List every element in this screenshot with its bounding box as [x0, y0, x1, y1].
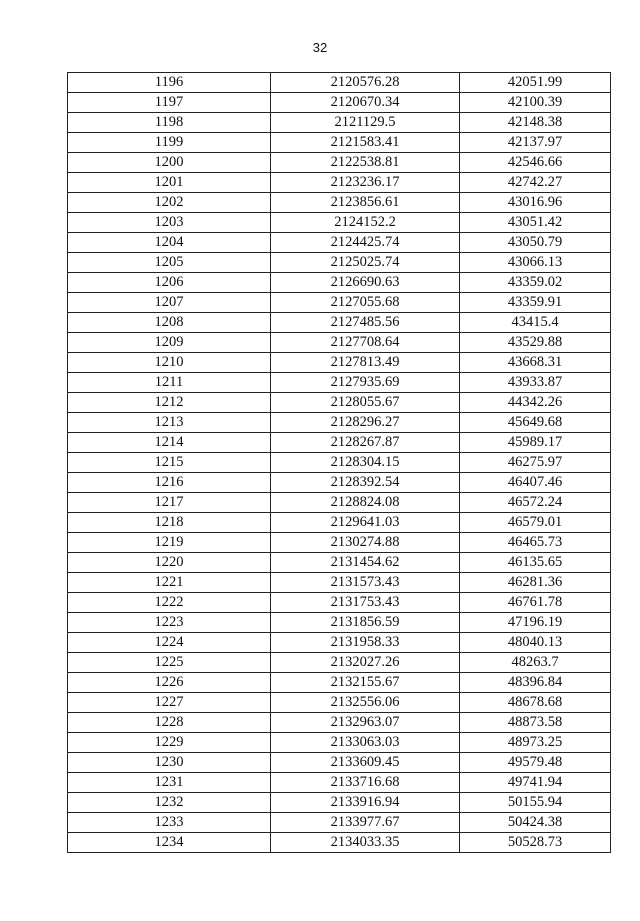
table-row: [68, 333, 611, 353]
y-coordinate-cell: 45989.17: [460, 433, 611, 453]
y-coordinate-cell: 42100.39: [460, 93, 611, 113]
table-row: [68, 313, 611, 333]
point-number-cell: 1216: [68, 473, 271, 493]
y-coordinate-cell: 46761.78: [460, 593, 611, 613]
table-row: [68, 193, 611, 213]
table-row: [68, 213, 611, 233]
x-coordinate-cell: 2122538.81: [271, 153, 460, 173]
table-row: [68, 613, 611, 633]
y-coordinate-cell: 48973.25: [460, 733, 611, 753]
x-coordinate-cell: 2127813.49: [271, 353, 460, 373]
point-number-cell: 1197: [68, 93, 271, 113]
table-row: [68, 453, 611, 473]
table-row: [68, 273, 611, 293]
x-coordinate-cell: 2133063.03: [271, 733, 460, 753]
y-coordinate-cell: 46465.73: [460, 533, 611, 553]
point-number-cell: 1196: [68, 73, 271, 93]
x-coordinate-cell: 2134033.35: [271, 833, 460, 853]
x-coordinate-cell: 2124152.2: [271, 213, 460, 233]
x-coordinate-cell: 2131454.62: [271, 553, 460, 573]
point-number-cell: 1208: [68, 313, 271, 333]
x-coordinate-cell: 2128824.08: [271, 493, 460, 513]
table-row: [68, 73, 611, 93]
y-coordinate-cell: 49579.48: [460, 753, 611, 773]
x-coordinate-cell: 2128392.54: [271, 473, 460, 493]
table-row: [68, 833, 611, 853]
table-row: [68, 93, 611, 113]
y-coordinate-cell: 48396.84: [460, 673, 611, 693]
table-row: [68, 173, 611, 193]
table-row: [68, 813, 611, 833]
y-coordinate-cell: 46275.97: [460, 453, 611, 473]
table-row: [68, 113, 611, 133]
y-coordinate-cell: 48873.58: [460, 713, 611, 733]
y-coordinate-cell: 43668.31: [460, 353, 611, 373]
table-row: [68, 733, 611, 753]
table-row: [68, 693, 611, 713]
table-row: [68, 753, 611, 773]
x-coordinate-cell: 2123236.17: [271, 173, 460, 193]
y-coordinate-cell: 48263.7: [460, 653, 611, 673]
x-coordinate-cell: 2127485.56: [271, 313, 460, 333]
table-row: [68, 633, 611, 653]
table-row: [68, 353, 611, 373]
x-coordinate-cell: 2127935.69: [271, 373, 460, 393]
table-row: [68, 593, 611, 613]
point-number-cell: 1234: [68, 833, 271, 853]
table-row: [68, 793, 611, 813]
table-row: [68, 153, 611, 173]
x-coordinate-cell: 2131573.43: [271, 573, 460, 593]
y-coordinate-cell: 43051.42: [460, 213, 611, 233]
y-coordinate-cell: 42742.27: [460, 173, 611, 193]
y-coordinate-cell: 43359.02: [460, 273, 611, 293]
table-row: [68, 773, 611, 793]
point-number-cell: 1229: [68, 733, 271, 753]
point-number-cell: 1225: [68, 653, 271, 673]
x-coordinate-cell: 2128055.67: [271, 393, 460, 413]
y-coordinate-cell: 46407.46: [460, 473, 611, 493]
y-coordinate-cell: 49741.94: [460, 773, 611, 793]
y-coordinate-cell: 43066.13: [460, 253, 611, 273]
x-coordinate-cell: 2121129.5: [271, 113, 460, 133]
point-number-cell: 1200: [68, 153, 271, 173]
point-number-cell: 1203: [68, 213, 271, 233]
point-number-cell: 1220: [68, 553, 271, 573]
table-row: [68, 253, 611, 273]
point-number-cell: 1221: [68, 573, 271, 593]
point-number-cell: 1214: [68, 433, 271, 453]
y-coordinate-cell: 48678.68: [460, 693, 611, 713]
y-coordinate-cell: 45649.68: [460, 413, 611, 433]
table-row: [68, 413, 611, 433]
x-coordinate-cell: 2120576.28: [271, 73, 460, 93]
table-row: [68, 653, 611, 673]
point-number-cell: 1211: [68, 373, 271, 393]
x-coordinate-cell: 2127055.68: [271, 293, 460, 313]
table-body: [68, 73, 611, 853]
point-number-cell: 1210: [68, 353, 271, 373]
point-number-cell: 1202: [68, 193, 271, 213]
y-coordinate-cell: 47196.19: [460, 613, 611, 633]
y-coordinate-cell: 43933.87: [460, 373, 611, 393]
x-coordinate-cell: 2133916.94: [271, 793, 460, 813]
point-number-cell: 1201: [68, 173, 271, 193]
y-coordinate-cell: 42137.97: [460, 133, 611, 153]
x-coordinate-cell: 2133716.68: [271, 773, 460, 793]
point-number-cell: 1207: [68, 293, 271, 313]
point-number-cell: 1230: [68, 753, 271, 773]
y-coordinate-cell: 46572.24: [460, 493, 611, 513]
point-number-cell: 1231: [68, 773, 271, 793]
y-coordinate-cell: 43359.91: [460, 293, 611, 313]
x-coordinate-cell: 2131856.59: [271, 613, 460, 633]
point-number-cell: 1228: [68, 713, 271, 733]
table-row: [68, 233, 611, 253]
x-coordinate-cell: 2127708.64: [271, 333, 460, 353]
x-coordinate-cell: 2126690.63: [271, 273, 460, 293]
table-row: [68, 493, 611, 513]
x-coordinate-cell: 2132155.67: [271, 673, 460, 693]
y-coordinate-cell: 48040.13: [460, 633, 611, 653]
x-coordinate-cell: 2123856.61: [271, 193, 460, 213]
y-coordinate-cell: 42148.38: [460, 113, 611, 133]
x-coordinate-cell: 2128296.27: [271, 413, 460, 433]
point-number-cell: 1215: [68, 453, 271, 473]
y-coordinate-cell: 43016.96: [460, 193, 611, 213]
table-row: [68, 293, 611, 313]
point-number-cell: 1223: [68, 613, 271, 633]
table-row: [68, 713, 611, 733]
x-coordinate-cell: 2132556.06: [271, 693, 460, 713]
x-coordinate-cell: 2130274.88: [271, 533, 460, 553]
point-number-cell: 1209: [68, 333, 271, 353]
point-number-cell: 1218: [68, 513, 271, 533]
point-number-cell: 1226: [68, 673, 271, 693]
point-number-cell: 1213: [68, 413, 271, 433]
point-number-cell: 1212: [68, 393, 271, 413]
point-number-cell: 1204: [68, 233, 271, 253]
table-row: [68, 133, 611, 153]
y-coordinate-cell: 43050.79: [460, 233, 611, 253]
x-coordinate-cell: 2132963.07: [271, 713, 460, 733]
y-coordinate-cell: 46281.36: [460, 573, 611, 593]
x-coordinate-cell: 2133609.45: [271, 753, 460, 773]
x-coordinate-cell: 2133977.67: [271, 813, 460, 833]
table-row: [68, 533, 611, 553]
point-number-cell: 1217: [68, 493, 271, 513]
table-row: [68, 673, 611, 693]
point-number-cell: 1233: [68, 813, 271, 833]
point-number-cell: 1205: [68, 253, 271, 273]
table-row: [68, 373, 611, 393]
x-coordinate-cell: 2125025.74: [271, 253, 460, 273]
y-coordinate-cell: 46135.65: [460, 553, 611, 573]
table-row: [68, 433, 611, 453]
table-row: [68, 513, 611, 533]
x-coordinate-cell: 2129641.03: [271, 513, 460, 533]
x-coordinate-cell: 2128267.87: [271, 433, 460, 453]
point-number-cell: 1227: [68, 693, 271, 713]
x-coordinate-cell: 2131958.33: [271, 633, 460, 653]
y-coordinate-cell: 42546.66: [460, 153, 611, 173]
x-coordinate-cell: 2120670.34: [271, 93, 460, 113]
point-number-cell: 1206: [68, 273, 271, 293]
x-coordinate-cell: 2132027.26: [271, 653, 460, 673]
table-row: [68, 573, 611, 593]
y-coordinate-cell: 46579.01: [460, 513, 611, 533]
point-number-cell: 1198: [68, 113, 271, 133]
y-coordinate-cell: 43415.4: [460, 313, 611, 333]
point-number-cell: 1232: [68, 793, 271, 813]
coordinates-table: [67, 72, 611, 853]
x-coordinate-cell: 2121583.41: [271, 133, 460, 153]
point-number-cell: 1199: [68, 133, 271, 153]
y-coordinate-cell: 44342.26: [460, 393, 611, 413]
table-row: [68, 473, 611, 493]
table-row: [68, 393, 611, 413]
y-coordinate-cell: 50424.38: [460, 813, 611, 833]
point-number-cell: 1224: [68, 633, 271, 653]
point-number-cell: 1222: [68, 593, 271, 613]
y-coordinate-cell: 42051.99: [460, 73, 611, 93]
y-coordinate-cell: 43529.88: [460, 333, 611, 353]
table-row: [68, 553, 611, 573]
x-coordinate-cell: 2124425.74: [271, 233, 460, 253]
point-number-cell: 1219: [68, 533, 271, 553]
y-coordinate-cell: 50528.73: [460, 833, 611, 853]
x-coordinate-cell: 2131753.43: [271, 593, 460, 613]
page-number: 32: [312, 40, 328, 55]
x-coordinate-cell: 2128304.15: [271, 453, 460, 473]
y-coordinate-cell: 50155.94: [460, 793, 611, 813]
